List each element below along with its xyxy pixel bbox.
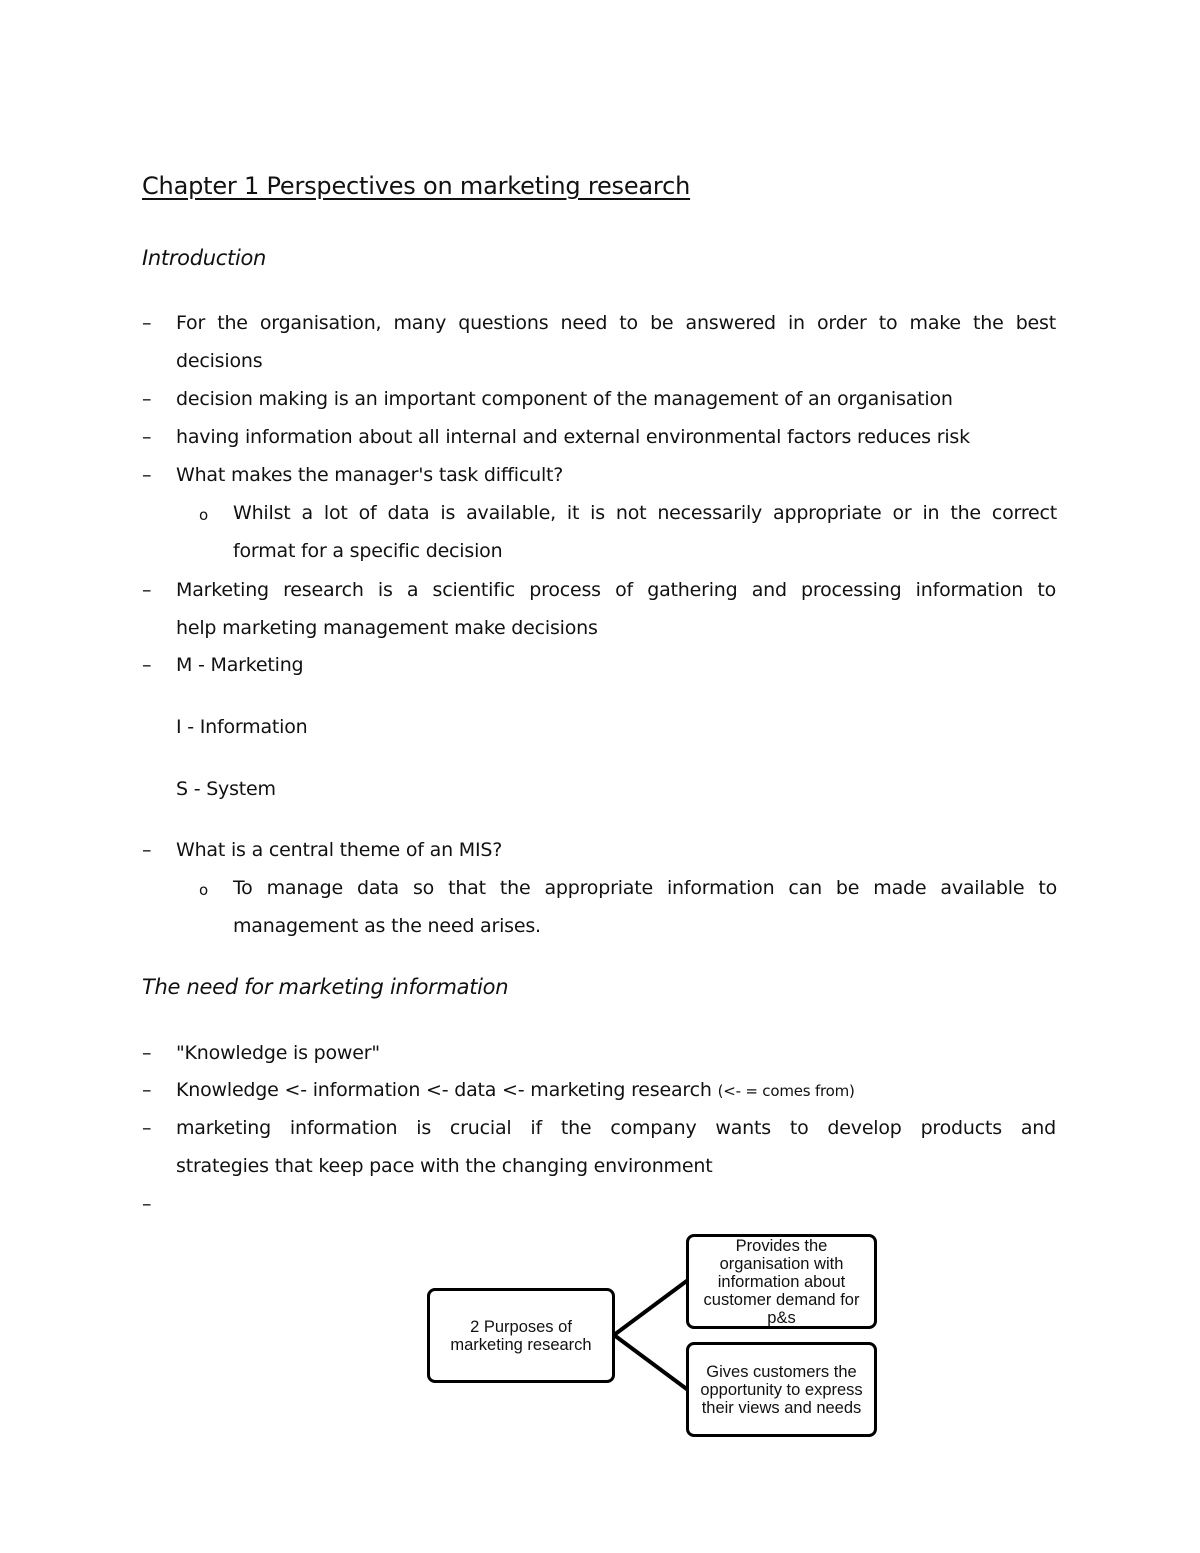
intro-bullet-1-line-1: For the organisation, many questions need to be answered in order to make the best [176,312,1056,334]
sub-bullet-marker: o [199,506,209,524]
connector-line-bottom [614,1335,688,1390]
diagram-bottom-text: Gives customers the opportunity to express their views and needs [700,1362,863,1417]
bullet-dash: – [142,839,152,861]
diagram-center-box [427,1288,615,1383]
diagram-top-box [686,1234,877,1329]
bullet-dash: – [142,388,152,410]
intro-bullet-6-sub-line-2: management as the need arises. [233,915,541,937]
bullet-dash: – [142,654,152,676]
chapter-title: Chapter 1 Perspectives on marketing research [142,172,691,200]
intro-bullet-4-sub-line-2: format for a specific decision [233,540,503,562]
mis-system: S - System [176,778,276,800]
mis-marketing: M - Marketing [176,654,304,676]
intro-bullet-2: decision making is an important component of the management of an organisation [176,388,953,410]
intro-bullet-4: What makes the manager's task difficult? [176,464,564,486]
need-bullet-2-note: (<- = comes from) [717,1082,855,1100]
diagram-center-text: 2 Purposes of marketing research [450,1317,592,1354]
bullet-dash: – [142,426,152,448]
intro-bullet-6: What is a central theme of an MIS? [176,839,503,861]
need-heading: The need for marketing information [142,975,509,999]
need-bullet-2 [176,1078,855,1103]
bullet-dash: – [142,1079,152,1101]
bullet-dash: – [142,1193,152,1215]
connector-line-top [614,1280,688,1335]
need-bullet-3-line-2: strategies that keep pace with the changing environment [176,1155,713,1177]
diagram-bottom-box [686,1342,877,1437]
bullet-dash: – [142,1117,152,1139]
intro-bullet-5-line-1: Marketing research is a scientific process of gathering and processing information to [176,579,1056,601]
intro-bullet-1-line-2: decisions [176,350,263,372]
bullet-dash: – [142,1042,152,1064]
need-bullet-1: "Knowledge is power" [176,1042,380,1064]
need-bullet-3-line-1: marketing information is crucial if the company wants to develop products and [176,1117,1056,1139]
sub-bullet-marker: o [199,881,209,899]
bullet-dash: – [142,312,152,334]
need-bullet-2-main: Knowledge <- information <- data <- marketing research [176,1079,718,1101]
intro-bullet-5-line-2: help marketing management make decisions [176,617,598,639]
mis-information: I - Information [176,716,308,738]
bullet-dash: – [142,579,152,601]
intro-bullet-4-sub-line-1: Whilst a lot of data is available, it is not necessarily appropriate or in the correct [233,502,1057,524]
intro-bullet-6-sub-line-1: To manage data so that the appropriate information can be made available to [233,877,1057,899]
intro-bullet-3: having information about all internal and external environmental factors reduces risk [176,426,970,448]
bullet-dash: – [142,464,152,486]
diagram-top-text: Provides the organisation with information about customer demand for p&s [703,1236,860,1327]
introduction-heading: Introduction [142,246,267,270]
